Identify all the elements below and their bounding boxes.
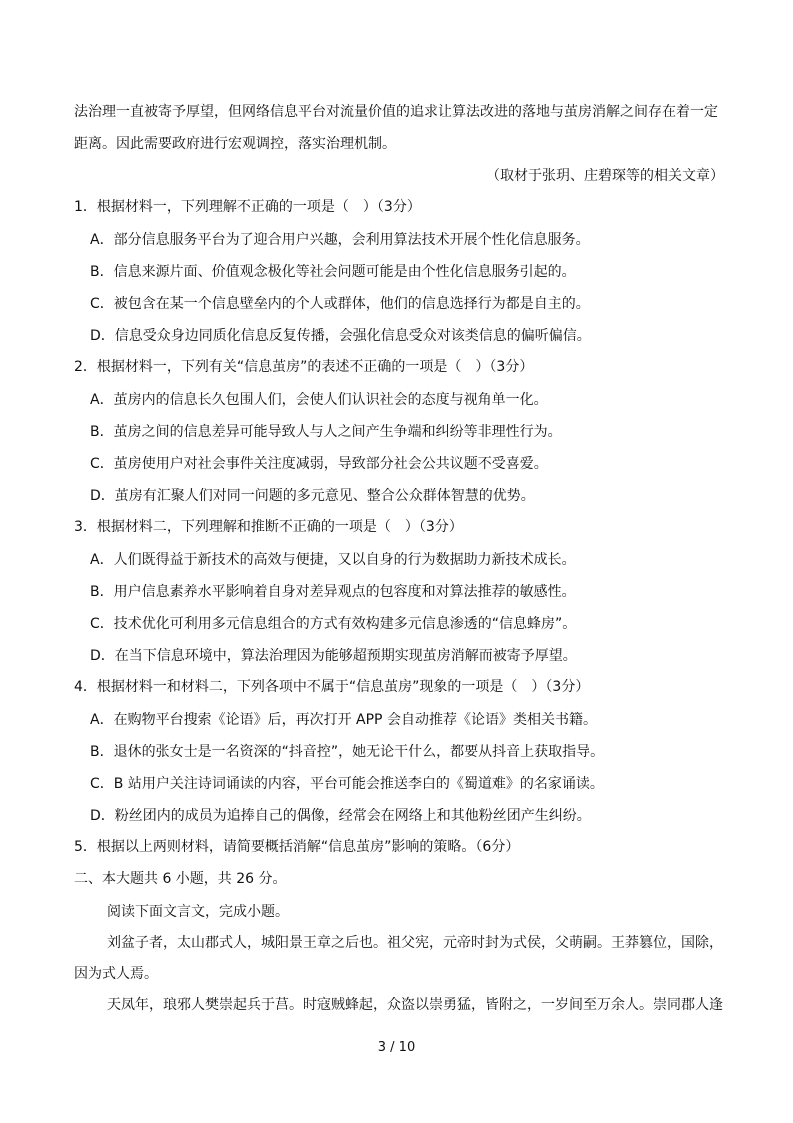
question-3-option-d: D．在当下信息环境中，算法治理因为能够超预期实现茧房消解而被寄予厚望。 xyxy=(90,648,577,664)
question-1-option-d: D．信息受众身边同质化信息反复传播，会强化信息受众对该类信息的偏听偏信。 xyxy=(90,328,591,344)
question-4-option-b: B．退休的张女士是一名资深的“抖音控”，她无论干什么，都要从抖音上获取指导。 xyxy=(90,744,605,760)
intro-line-1: 法治理一直被寄予厚望，但网络信息平台对流量价值的追求让算法改进的落地与茧房消解之间存在着一定 xyxy=(74,104,718,120)
question-2-stem: 2．根据材料一，下列有关“信息茧房”的表述不正确的一项是（ ）（3分） xyxy=(74,359,534,375)
question-3-option-b: B．用户信息素养水平影响着自身对差异观点的包容度和对算法推荐的敏感性。 xyxy=(90,584,576,600)
question-1-option-a: A．部分信息服务平台为了迎合用户兴趣，会利用算法技术开展个性化信息服务。 xyxy=(90,232,590,248)
question-2-option-d: D．茧房有汇聚人们对同一问题的多元意见、整合公众群体智慧的优势。 xyxy=(90,488,535,504)
question-3-stem: 3．根据材料二，下列理解和推断不正确的一项是（ ）（3分） xyxy=(74,519,463,535)
question-4-option-d: D．粉丝团内的成员为追捧自己的偶像，经常会在网络上和其他粉丝团产生纠纷。 xyxy=(90,808,591,824)
intro-line-2: 距离。因此需要政府进行宏观调控，落实治理机制。 xyxy=(74,136,396,152)
question-1-option-b: B．信息来源片面、价值观念极化等社会问题可能是由个性化信息服务引起的。 xyxy=(90,264,576,280)
section-2-instruction: 阅读下面文言文，完成小题。 xyxy=(107,904,289,920)
question-4-option-a: A．在购物平台搜索《论语》后，再次打开 APP 会自动推荐《论语》类相关书籍。 xyxy=(90,712,597,728)
question-3-option-c: C．技术优化可利用多元信息组合的方式有效构建多元信息渗透的“信息蜂房”。 xyxy=(90,616,577,632)
question-4-option-c: C．B 站用户关注诗词诵读的内容，平台可能会推送李白的《蜀道难》的名家诵读。 xyxy=(90,776,604,792)
source-citation: （取材于张玥、庄碧琛等的相关文章） xyxy=(486,168,724,184)
question-3-option-a: A．人们既得益于新技术的高效与便捷，又以自身的行为数据助力新技术成长。 xyxy=(90,552,576,568)
question-1-option-c: C．被包含在某一个信息壁垒内的个人或群体，他们的信息选择行为都是自主的。 xyxy=(90,296,590,312)
question-1-stem: 1．根据材料一，下列理解不正确的一项是（ ）（3分） xyxy=(74,199,421,215)
question-2-option-a: A．茧房内的信息长久包围人们，会使人们认识社会的态度与视角单一化。 xyxy=(90,392,548,408)
section-2-heading: 二、本大题共 6 小题，共 26 分。 xyxy=(74,871,287,887)
classical-text-paragraph-1: 刘盆子者，太山郡式人，城阳景王章之后也。祖父宪，元帝时封为式侯，父萌嗣。王莽篡位，国除，因为式人焉。 xyxy=(74,935,723,982)
question-4-stem: 4．根据材料一和材料二，下列各项中不属于“信息茧房”现象的一项是（ ）（3分） xyxy=(74,679,590,695)
question-2-option-b: B．茧房之间的信息差异可能导致人与人之间产生争端和纠纷等非理性行为。 xyxy=(90,424,562,440)
classical-text-paragraph-2: 天凤年，琅邪人樊崇起兵于莒。时寇贼蜂起，众盗以崇勇猛，皆附之，一岁间至万余人。崇同郡人逢 xyxy=(107,997,723,1013)
page-number: 3 / 10 xyxy=(377,1040,416,1055)
question-2-option-c: C．茧房使用户对社会事件关注度减弱，导致部分社会公共议题不受喜爱。 xyxy=(90,456,548,472)
question-5-stem: 5．根据以上两则材料，请简要概括消解“信息茧房”影响的策略。（6分） xyxy=(74,839,520,855)
